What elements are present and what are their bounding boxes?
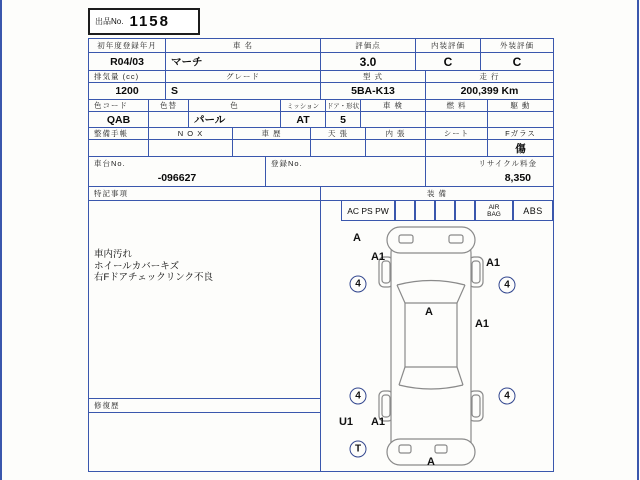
tyre-depth-marker: 4 [499,388,516,405]
exterior-grade-value: C [481,53,553,71]
displacement-label: 排気量 (cc) [89,71,166,83]
door-shape-label: ドア・形状 [326,100,361,112]
recycle-fee-value: 8,350 [426,170,553,187]
wheel-front-left-inner [382,261,390,283]
registration-no-label: 登録No. [266,157,426,170]
auction-number-value: 1158 [129,13,170,30]
damage-marker: U1 [338,416,354,428]
auction-number-box [88,8,200,35]
equipment-ac-ps-pw: AC PS PW [341,200,395,221]
fuel-value [426,112,488,128]
equipment-airbag: AIR BAG [475,200,513,221]
damage-marker: A [353,232,361,244]
damage-marker: A1 [474,318,490,330]
grade-score-label: 評価点 [321,39,416,53]
chassis-no-label: 車台No. [89,157,266,170]
displacement-value: 1200 [89,83,166,100]
grade-value: S [166,83,321,100]
tyre-depth-marker: 4 [350,276,367,293]
color-code-label: 色コード [89,100,149,112]
inspection-value [361,112,426,128]
car-damage-diagram [321,221,553,471]
main-table [88,38,554,472]
drive-label: 駆 動 [488,100,553,112]
door-lining-value [366,140,426,157]
front-glass-value: 傷 [488,140,553,157]
damage-marker: A1 [485,257,501,269]
recycle-fee-label: リサイクル料金 [478,159,537,168]
door-lining-label: 内 張 [366,128,426,140]
wheel-rear-left-inner [382,395,390,417]
exterior-grade-label: 外装評価 [481,39,553,53]
interior-grade-label: 内装評価 [416,39,481,53]
transmission-value: AT [281,112,326,128]
first-registration-label: 初年度登録年月 [89,39,166,53]
car-name-label: 車 名 [166,39,321,53]
mileage-value: 200,399 Km [426,83,553,100]
equipment-abs: ABS [513,200,553,221]
inspection-label: 車 検 [361,100,426,112]
color-change-value [149,112,189,128]
special-notes-header: 特記事項 [89,187,321,201]
equipment-empty-2 [415,200,435,221]
equipment-header: 装 備 [321,187,553,201]
car-history-label: 車 歴 [233,128,311,140]
door-shape-value: 5 [326,112,361,128]
car-history-value [233,140,311,157]
headliner-value [311,140,366,157]
spare-tyre-marker: T [350,441,367,458]
car-body [391,239,471,463]
note-line: 右Fドアチェックリンク不良 [94,272,214,283]
color-value: パール [189,112,281,128]
car-top-view [321,221,553,471]
damage-marker: A1 [370,251,386,263]
note-line: 車内汚れ [94,249,133,260]
note-line: ホイールカバーキズ [94,260,180,272]
headliner-label: 天 張 [311,128,366,140]
grade-label: グレード [166,71,321,83]
nox-value [149,140,233,157]
interior-grade-value: C [416,53,481,71]
chassis-no-value: -096627 [89,170,266,187]
special-notes-cell [89,201,321,399]
equipment-empty-3 [435,200,455,221]
repair-history-label: 修復歴 [89,399,321,413]
drive-value [488,112,553,128]
repair-history-cell [89,413,321,471]
model-code-label: 型 式 [321,71,426,83]
color-code-value: QAB [89,112,149,128]
tyre-depth-marker: 4 [350,388,367,405]
mileage-label: 走 行 [426,71,553,83]
fuel-label: 燃 料 [426,100,488,112]
seat-value [426,140,488,157]
sheet-right-border [637,0,639,480]
front-glass-label: Fガラス [488,128,553,140]
damage-marker: A [425,306,433,318]
car-name-value: マーチ [166,53,321,71]
grade-score-value: 3.0 [321,53,416,71]
sheet-left-border [0,0,2,480]
registration-no-value [266,170,426,187]
color-change-label: 色替 [149,100,189,112]
transmission-label: ミッション [281,100,326,112]
wheel-rear-right-inner [472,395,480,417]
service-book-value [89,140,149,157]
service-book-label: 整備手帳 [89,128,149,140]
front-bumper [387,227,475,253]
tyre-depth-marker: 4 [499,277,516,294]
equipment-empty-4 [455,200,475,221]
wheel-front-right-inner [472,261,480,283]
damage-marker: A [427,456,435,468]
model-code-value: 5BA-K13 [321,83,426,100]
first-registration-value: R04/03 [89,53,166,71]
equipment-empty-1 [395,200,415,221]
seat-label: シート [426,128,488,140]
auction-number-label: 出品No. [95,17,124,26]
damage-marker: A1 [370,416,386,428]
nox-label: N O X [149,128,233,140]
color-label: 色 [189,100,281,112]
